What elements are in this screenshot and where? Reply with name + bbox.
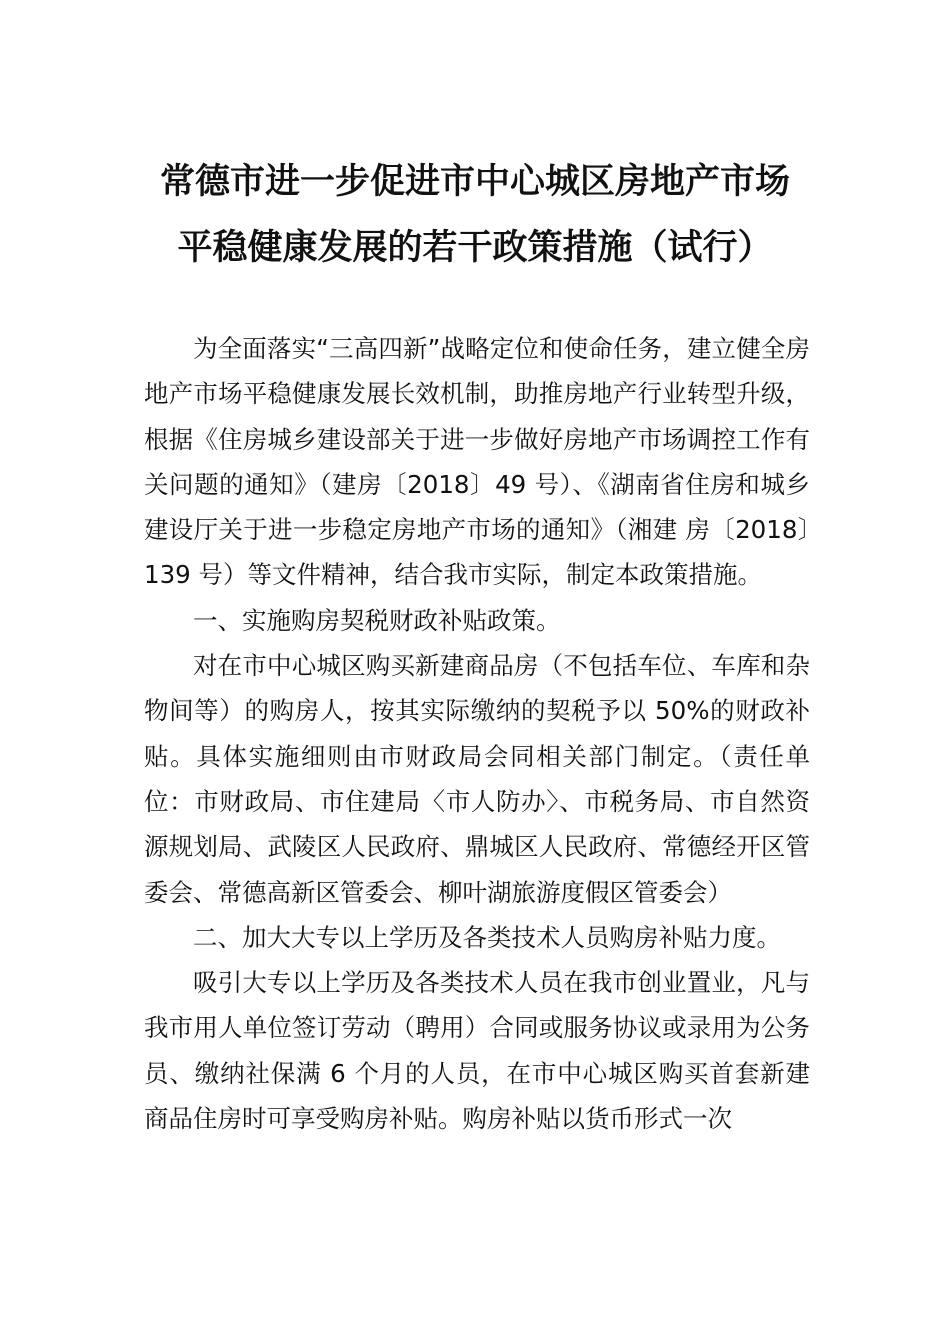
paragraph-section-1: 对在市中心城区购买新建商品房（不包括车位、车库和杂物间等）的购房人，按其实际缴纳的契税予以 50%的财政补贴。具体实施细则由市财政局会同相关部门制定。（责任单位：市财政局、市住建局〈市人防办〉、市税务局、市自然资源规划局、武陵区人民政府、鼎城区人民政府、常德经开区管委会、常德高新区管委会、柳叶湖旅游度假区管委会） bbox=[144, 651, 810, 907]
document-body bbox=[144, 326, 810, 1141]
document-title-line-2: 平稳健康发展的若干政策措施（试行） bbox=[177, 227, 773, 268]
paragraph-section-2: 吸引大专以上学历及各类技术人员在我市创业置业，凡与我市用人单位签订劳动（聘用）合同或服务协议或录用为公务员、缴纳社保满 6 个月的人员，在市中心城区购买首套新建商品住房时可享受购房补贴。购房补贴以货币形式一次 bbox=[144, 968, 810, 1134]
document-title-line-1: 常德市进一步促进市中心城区房地产市场 bbox=[159, 161, 790, 202]
section-heading-2: 二、加大大专以上学历及各类技术人员购房补贴力度。 bbox=[193, 922, 781, 952]
paragraph-preamble: 为全面落实“三高四新”战略定位和使命任务，建立健全房地产市场平稳健康发展长效机制，助推房地产行业转型升级，根据《住房城乡建设部关于进一步做好房地产市场调控工作有关问题的通知》（建房〔2018〕49 号）、《湖南省住房和城乡建设厅关于进一步稳定房地产市场的通知》（湘建 房〔2018〕139 号）等文件精神，结合我市实际，制定本政策措施。 bbox=[144, 334, 810, 590]
section-heading-1: 一、实施购房契税财政补贴政策。 bbox=[193, 605, 561, 635]
